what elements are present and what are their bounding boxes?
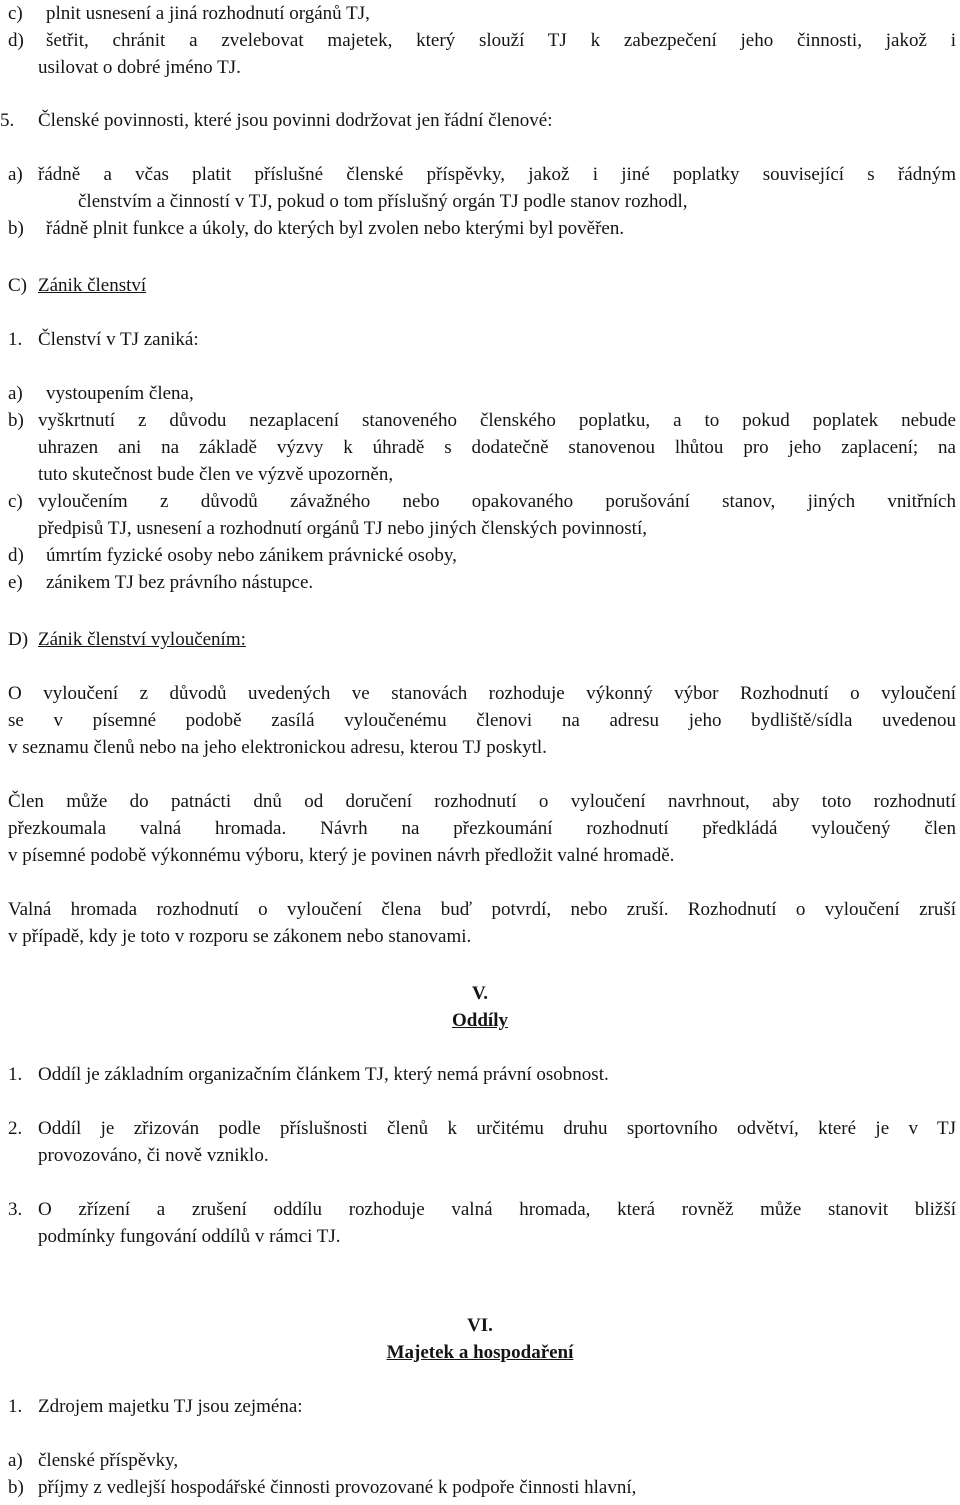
section-heading [8, 626, 246, 653]
list-item [8, 1061, 609, 1088]
list-item [8, 1196, 38, 1223]
list-label: b) [8, 1477, 24, 1498]
item-number: 1. [8, 1396, 23, 1417]
list-text-line: předpisů TJ, usnesení a rozhodnutí orgánů TJ nebo jiných členských povinností, [38, 518, 647, 539]
heading-text: Členství v TJ zaniká: [38, 329, 199, 350]
paragraph-line: O vyloučení z důvodů uvedených ve stanovách rozhoduje výkonný výbor Rozhodnutí o vyloučení [8, 683, 956, 704]
list-text-line: Oddíl je zřizován podle příslušnosti členů k určitému druhu sportovního odvětví, které je v TJ [38, 1118, 956, 1139]
list-label: a) [8, 164, 23, 185]
list-label: a) [8, 383, 23, 404]
section-heading [8, 272, 146, 299]
list-label: e) [8, 572, 23, 593]
item-number: 3. [8, 1199, 23, 1220]
chapter-title-text: Oddíly [452, 1010, 508, 1031]
list-text-line: usilovat o dobré jméno TJ. [38, 57, 241, 78]
list-text-line: podmínky fungování oddílů v rámci TJ. [38, 1226, 341, 1247]
paragraph-line: v případě, kdy je toto v rozporu se zákonem nebo stanovami. [8, 926, 472, 947]
list-label: d) [8, 30, 24, 51]
list-text-line: šetřit, chránit a zvelebovat majetek, který slouží TJ k zabezpečení jeho činnosti, jakož i [46, 30, 956, 51]
numbered-heading [8, 326, 199, 353]
list-text: úmrtím fyzické osoby nebo zánikem právnické osoby, [46, 545, 457, 566]
item-number: 1. [8, 1064, 23, 1085]
chapter-title [0, 1339, 960, 1366]
list-item [8, 215, 624, 242]
list-text-line: provozováno, či nově vzniklo. [38, 1145, 269, 1166]
list-item [8, 1115, 38, 1142]
list-item [8, 380, 194, 407]
heading-text: Členské povinnosti, které jsou povinni dodržovat jen řádní členové: [38, 110, 553, 131]
numbered-heading [0, 107, 552, 134]
list-text-line: vyloučením z důvodů závažného nebo opakovaného porušování stanov, jiných vnitřních [38, 491, 956, 512]
list-item [8, 569, 313, 596]
list-text: řádně plnit funkce a úkoly, do kterých byl zvolen nebo kterými byl pověřen. [46, 218, 625, 239]
list-label: b) [8, 218, 24, 239]
list-text-line: vyškrtnutí z důvodu nezaplacení stanoveného členského poplatku, a to pokud poplatek nebude [38, 410, 956, 431]
list-label: a) [8, 1450, 23, 1471]
item-number: 5. [0, 110, 15, 131]
list-text: příjmy z vedlejší hospodářské činnosti provozované k podpoře činnosti hlavní, [38, 1477, 637, 1498]
paragraph-line: v písemné podobě výkonnému výboru, který je povinen návrh předložit valné hromadě. [8, 845, 675, 866]
list-item [8, 542, 457, 569]
list-text-line: uhrazen ani na základě výzvy k úhradě s dodatečně stanovenou lhůtou pro jeho zaplacení; na [38, 437, 956, 458]
list-item [8, 27, 46, 54]
list-text-line: tuto skutečnost bude člen ve výzvě upozorněn, [38, 464, 394, 485]
chapter-title-text: Majetek a hospodaření [386, 1342, 574, 1363]
paragraph-line: se v písemné podobě zasílá vyloučenému členovi na adresu jeho bydliště/sídla uvedenou [8, 710, 956, 731]
list-item [8, 1447, 178, 1474]
heading-text: Zdrojem majetku TJ jsou zejména: [38, 1396, 303, 1417]
list-text: Oddíl je základním organizačním článkem TJ, který nemá právní osobnost. [38, 1064, 609, 1085]
list-text: plnit usnesení a jiná rozhodnutí orgánů TJ, [46, 3, 370, 24]
list-label: d) [8, 545, 24, 566]
chapter-number: VI. [467, 1315, 493, 1336]
list-item [8, 0, 370, 27]
section-title: Zánik členství vyloučením: [38, 629, 246, 650]
item-number: 1. [8, 329, 23, 350]
list-text: zánikem TJ bez právního nástupce. [46, 572, 314, 593]
paragraph-line: Člen může do patnácti dnů od doručení rozhodnutí o vyloučení navrhnout, aby toto rozhodnutí [8, 791, 956, 812]
list-text-line: členstvím a činností v TJ, pokud o tom příslušný orgán TJ podle stanov rozhodl, [78, 191, 688, 212]
section-label: D) [8, 629, 29, 650]
section-label: C) [8, 275, 27, 296]
section-title: Zánik členství [38, 275, 147, 296]
list-item [8, 1474, 636, 1501]
list-label: b) [8, 410, 24, 431]
numbered-heading [8, 1393, 303, 1420]
chapter-number: V. [471, 983, 489, 1004]
list-label: c) [8, 491, 23, 512]
list-text: vystoupením člena, [46, 383, 194, 404]
list-text-line: O zřízení a zrušení oddílu rozhoduje valná hromada, která rovněž může stanovit bližší [38, 1199, 956, 1220]
item-number: 2. [8, 1118, 23, 1139]
list-text-line: řádně a včas platit příslušné členské příspěvky, jakož i jiné poplatky související s řádným [38, 164, 956, 185]
list-text: členské příspěvky, [38, 1450, 179, 1471]
paragraph-line: v seznamu členů nebo na jeho elektronickou adresu, kterou TJ poskytl. [8, 737, 547, 758]
list-label: c) [8, 3, 23, 24]
paragraph-line: přezkoumala valná hromada. Návrh na přezkoumání rozhodnutí předkládá vyloučený člen [8, 818, 956, 839]
chapter-title [0, 1007, 960, 1034]
paragraph-line: Valná hromada rozhodnutí o vyloučení člena buď potvrdí, nebo zruší. Rozhodnutí o vyloučení zruší [8, 899, 956, 920]
